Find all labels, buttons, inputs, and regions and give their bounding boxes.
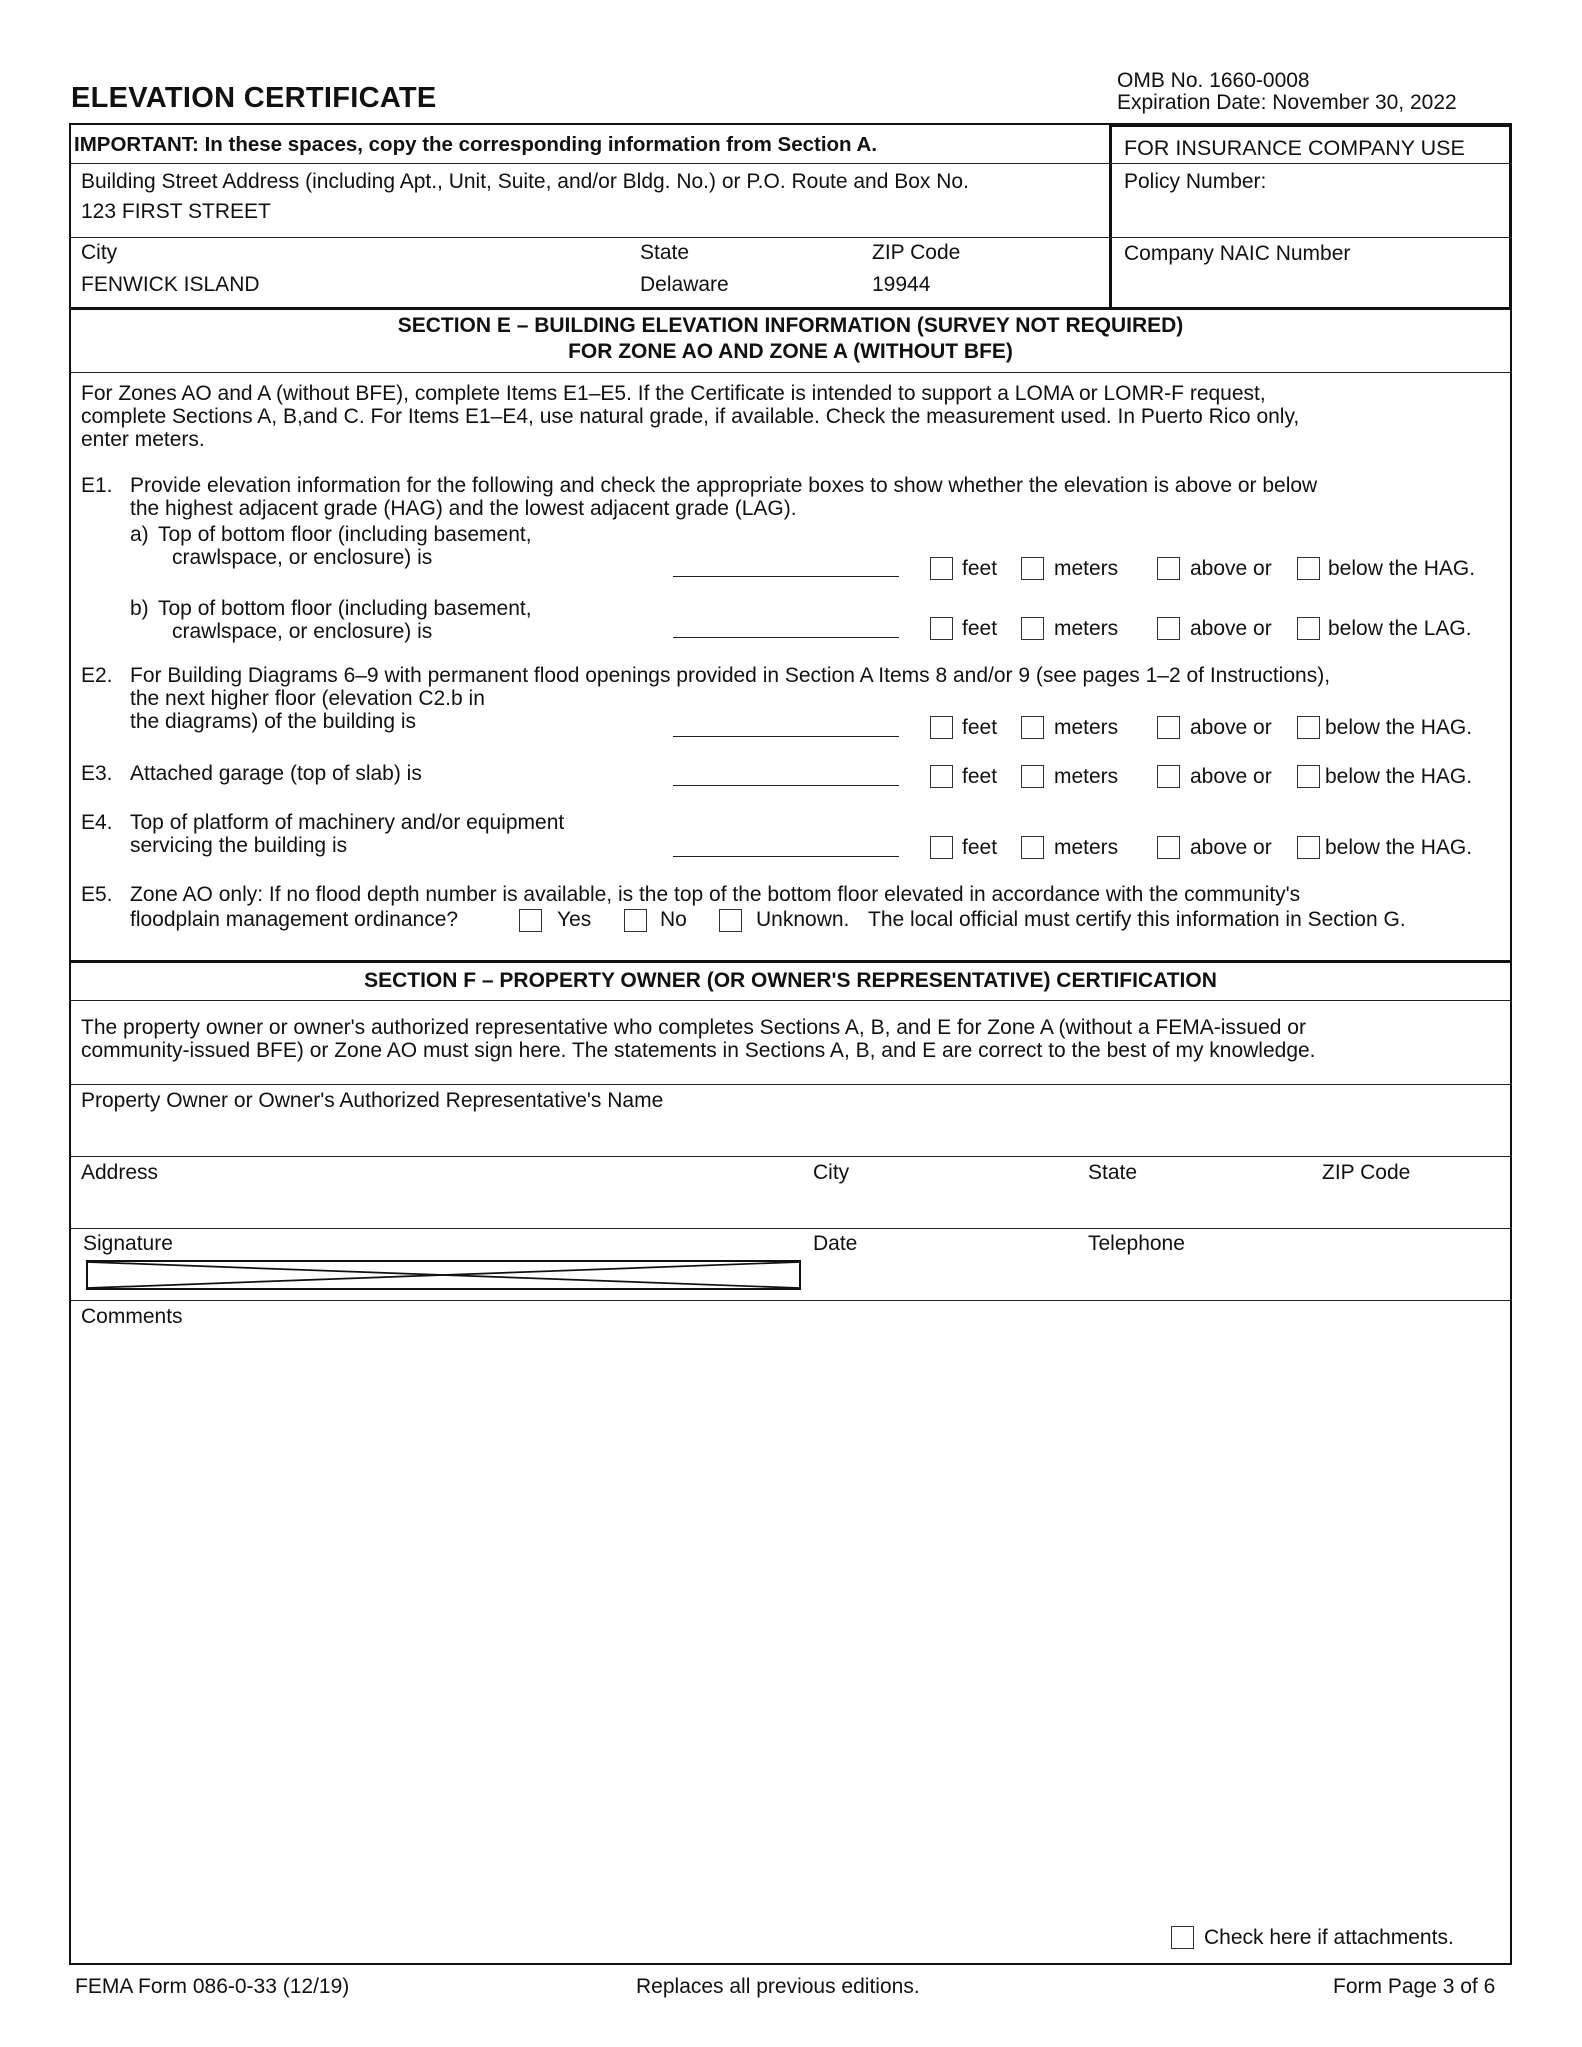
attachments-label: Check here if attachments. <box>1204 1926 1454 1949</box>
e4-feet-checkbox[interactable] <box>930 836 953 859</box>
e3-elevation-field[interactable] <box>673 785 899 786</box>
e3-feet-checkbox[interactable] <box>930 765 953 788</box>
date-field[interactable] <box>813 1258 1078 1294</box>
signature-x-icon <box>88 1262 799 1288</box>
city-value[interactable]: FENWICK ISLAND <box>81 273 260 296</box>
omb-number: OMB No. 1660-0008 <box>1117 69 1310 92</box>
owner-name-label: Property Owner or Owner's Authorized Representative's Name <box>81 1089 664 1112</box>
below-hag-label: below the HAG. <box>1325 836 1473 859</box>
e1b-elevation-field[interactable] <box>673 637 899 638</box>
below-hag-label: below the HAG. <box>1325 765 1473 788</box>
above-label: above or <box>1190 617 1272 640</box>
naic-label: Company NAIC Number <box>1124 242 1351 265</box>
e1a-text: Top of bottom floor (including basement, <box>158 523 532 546</box>
owner-city-label: City <box>813 1161 850 1184</box>
divider <box>69 1084 1512 1085</box>
owner-state-label: State <box>1088 1161 1138 1184</box>
divider <box>69 1156 1512 1157</box>
divider <box>69 307 1512 310</box>
page-title: ELEVATION CERTIFICATE <box>71 82 437 114</box>
e1a-below-checkbox[interactable] <box>1297 557 1320 580</box>
important-note: IMPORTANT: In these spaces, copy the corresponding information from Section A. <box>74 133 878 156</box>
e2-elevation-field[interactable] <box>673 736 899 737</box>
e2-number: E2. <box>81 664 113 687</box>
e1a-feet-checkbox[interactable] <box>930 557 953 580</box>
e2-text: the next higher floor (elevation C2.b in <box>130 687 485 710</box>
e5-number: E5. <box>81 883 113 906</box>
comments-label: Comments <box>81 1305 183 1328</box>
divider <box>69 1228 1512 1229</box>
owner-state-field[interactable] <box>1088 1188 1313 1224</box>
section-f-intro: community-issued BFE) or Zone AO must sign here. The statements in Sections A, B, and E are correct to the best of my knowledge. <box>81 1039 1316 1062</box>
telephone-field[interactable] <box>1088 1258 1498 1294</box>
form-id: FEMA Form 086-0-33 (12/19) <box>75 1975 350 1998</box>
e1b-below-checkbox[interactable] <box>1297 617 1320 640</box>
below-hag-label: below the HAG. <box>1325 716 1473 739</box>
e2-meters-checkbox[interactable] <box>1021 716 1044 739</box>
e1a-meters-checkbox[interactable] <box>1021 557 1044 580</box>
section-e-intro-line: enter meters. <box>81 428 205 451</box>
e5-text: floodplain management ordinance? <box>130 908 459 931</box>
owner-zip-field[interactable] <box>1322 1188 1502 1224</box>
attachments-checkbox[interactable] <box>1171 1926 1194 1949</box>
state-value[interactable]: Delaware <box>640 273 729 296</box>
e1b-feet-checkbox[interactable] <box>930 617 953 640</box>
e5-no-checkbox[interactable] <box>624 909 647 932</box>
e4-number: E4. <box>81 811 113 834</box>
section-e-title-line1: SECTION E – BUILDING ELEVATION INFORMATION (SURVEY NOT REQUIRED) <box>397 314 1184 337</box>
divider <box>69 960 1512 963</box>
expiration-date: Expiration Date: November 30, 2022 <box>1117 91 1457 114</box>
meters-label: meters <box>1054 716 1119 739</box>
insurance-box-border <box>1109 123 1112 309</box>
e5-text: Zone AO only: If no flood depth number is available, is the top of the bottom floor elevated in accordance with the community's <box>130 883 1301 906</box>
signature-label: Signature <box>83 1232 173 1255</box>
e3-number: E3. <box>81 762 113 785</box>
e1b-marker: b) <box>130 597 149 620</box>
e1a-marker: a) <box>130 523 149 546</box>
telephone-label: Telephone <box>1088 1232 1185 1255</box>
section-e-intro-line: complete Sections A, B,and C. For Items E1–E4, use natural grade, if available. Check the measurement used. In Puerto Rico only, <box>81 405 1300 428</box>
divider <box>69 372 1512 373</box>
e3-text: Attached garage (top of slab) is <box>130 762 422 785</box>
comments-textarea[interactable] <box>81 1335 1501 1915</box>
divider <box>69 237 1110 238</box>
feet-label: feet <box>962 836 998 859</box>
e5-yes-checkbox[interactable] <box>519 909 542 932</box>
owner-name-field[interactable] <box>81 1115 1501 1153</box>
feet-label: feet <box>962 617 998 640</box>
e1b-text: crawlspace, or enclosure) is <box>172 620 433 643</box>
e5-note: The local official must certify this information in Section G. <box>868 908 1406 931</box>
zip-value[interactable]: 19944 <box>872 273 931 296</box>
meters-label: meters <box>1054 617 1119 640</box>
e1-number: E1. <box>81 474 113 497</box>
e2-text: the diagrams) of the building is <box>130 710 416 733</box>
meters-label: meters <box>1054 836 1119 859</box>
below-hag-label: below the HAG. <box>1328 557 1476 580</box>
divider <box>69 163 1110 164</box>
divider <box>69 1000 1512 1001</box>
city-label: City <box>81 241 118 264</box>
owner-zip-label: ZIP Code <box>1322 1161 1411 1184</box>
e5-no-label: No <box>660 908 687 931</box>
e4-above-checkbox[interactable] <box>1157 836 1180 859</box>
divider <box>1110 163 1512 164</box>
zip-label: ZIP Code <box>872 241 961 264</box>
e3-above-checkbox[interactable] <box>1157 765 1180 788</box>
section-e-intro-line: For Zones AO and A (without BFE), complete Items E1–E5. If the Certificate is intended to support a LOMA or LOMR-F request, <box>81 382 1266 405</box>
e1b-text: Top of bottom floor (including basement, <box>158 597 532 620</box>
e4-meters-checkbox[interactable] <box>1021 836 1044 859</box>
meters-label: meters <box>1054 765 1119 788</box>
feet-label: feet <box>962 765 998 788</box>
e2-below-checkbox[interactable] <box>1297 716 1320 739</box>
section-f-title: SECTION F – PROPERTY OWNER (OR OWNER'S REPRESENTATIVE) CERTIFICATION <box>364 969 1217 992</box>
e5-yes-label: Yes <box>557 908 592 931</box>
e5-unknown-checkbox[interactable] <box>719 909 742 932</box>
e1-text: Provide elevation information for the following and check the appropriate boxes to show whether the elevation is above or below <box>130 474 1318 497</box>
e4-text: servicing the building is <box>130 834 348 857</box>
e1a-elevation-field[interactable] <box>673 576 899 577</box>
e4-text: Top of platform of machinery and/or equipment <box>130 811 565 834</box>
e4-below-checkbox[interactable] <box>1297 836 1320 859</box>
e3-meters-checkbox[interactable] <box>1021 765 1044 788</box>
above-label: above or <box>1190 557 1272 580</box>
e1-text: the highest adjacent grade (HAG) and the lowest adjacent grade (LAG). <box>130 497 797 520</box>
e1a-text: crawlspace, or enclosure) is <box>172 546 433 569</box>
above-label: above or <box>1190 836 1272 859</box>
insurance-box-border <box>1509 123 1512 309</box>
above-label: above or <box>1190 716 1272 739</box>
divider <box>69 1300 1512 1301</box>
e4-elevation-field[interactable] <box>673 856 899 857</box>
meters-label: meters <box>1054 557 1119 580</box>
e2-text: For Building Diagrams 6–9 with permanent flood openings provided in Section A Items 8 and/or 9 (see pages 1–2 of Instructions), <box>130 664 1331 687</box>
e2-feet-checkbox[interactable] <box>930 716 953 739</box>
owner-address-label: Address <box>81 1161 159 1184</box>
owner-city-field[interactable] <box>813 1188 1078 1224</box>
owner-address-field[interactable] <box>81 1188 801 1224</box>
divider <box>1110 237 1512 238</box>
e2-above-checkbox[interactable] <box>1157 716 1180 739</box>
e1b-above-checkbox[interactable] <box>1157 617 1180 640</box>
section-f-intro: The property owner or owner's authorized representative who completes Sections A, B, and E for Zone A (without a FEMA-issued or <box>81 1016 1306 1039</box>
section-e-title-line2: FOR ZONE AO AND ZONE A (WITHOUT BFE) <box>568 340 1013 363</box>
state-label: State <box>640 241 690 264</box>
page-number: Form Page 3 of 6 <box>1333 1975 1496 1998</box>
insurance-header: FOR INSURANCE COMPANY USE <box>1124 136 1465 160</box>
date-label: Date <box>813 1232 858 1255</box>
signature-box[interactable] <box>86 1260 801 1290</box>
e5-unknown-label: Unknown. <box>756 908 850 931</box>
address-value[interactable]: 123 FIRST STREET <box>81 200 271 223</box>
below-lag-label: below the LAG. <box>1328 617 1472 640</box>
policy-number-label: Policy Number: <box>1124 170 1267 193</box>
feet-label: feet <box>962 557 998 580</box>
e1a-above-checkbox[interactable] <box>1157 557 1180 580</box>
address-label: Building Street Address (including Apt., Unit, Suite, and/or Bldg. No.) or P.O. Route and Box No. <box>81 170 969 193</box>
e1b-meters-checkbox[interactable] <box>1021 617 1044 640</box>
above-label: above or <box>1190 765 1272 788</box>
insurance-box-border <box>1109 124 1512 127</box>
feet-label: feet <box>962 716 998 739</box>
e3-below-checkbox[interactable] <box>1297 765 1320 788</box>
replaces-note: Replaces all previous editions. <box>636 1975 920 1998</box>
